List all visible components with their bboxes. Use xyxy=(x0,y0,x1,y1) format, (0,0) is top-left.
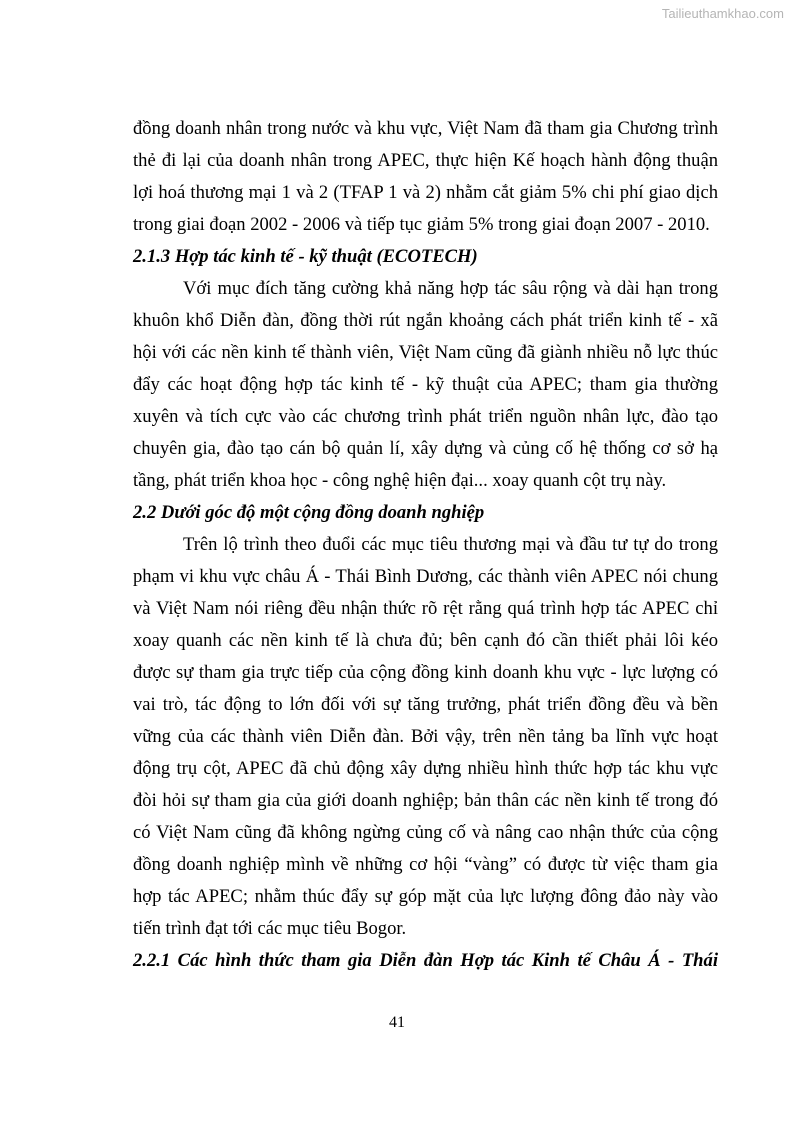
paragraph-line: vai trò, tác động to lớn đối với sự tăng trưởng, phát triển đồng đều và bền xyxy=(133,694,718,715)
paragraph-line: khuôn khổ Diễn đàn, đồng thời rút ngắn khoảng cách phát triển kinh tế - xã xyxy=(133,310,718,331)
paragraph-line: tầng, phát triển khoa học - công nghệ hiện đại... xoay quanh cột trụ này. xyxy=(133,470,667,491)
paragraph-line: đồng doanh nghiệp mình về những cơ hội “vàng” có được từ việc tham gia xyxy=(133,854,718,875)
paragraph-line: phạm vi khu vực châu Á - Thái Bình Dương, các thành viên APEC nói chung xyxy=(133,566,718,587)
paragraph-line: động trụ cột, APEC đã chủ động xây dựng nhiều hình thức hợp tác khu vực xyxy=(133,758,718,779)
paragraph-line: Trên lộ trình theo đuổi các mục tiêu thương mại và đầu tư tự do trong xyxy=(183,534,718,555)
section-heading: 2.1.3 Hợp tác kinh tế - kỹ thuật (ECOTECH) xyxy=(133,246,478,267)
paragraph-line: xoay quanh các nền kinh tế là chưa đủ; bên cạnh đó cần thiết phải lôi kéo xyxy=(133,630,718,651)
paragraph-line: vững của các thành viên Diễn đàn. Bởi vậy, trên nền tảng ba lĩnh vực hoạt xyxy=(133,726,718,747)
paragraph-line: xuyên và tích cực vào các chương trình phát triển nguồn nhân lực, đào tạo xyxy=(133,406,718,427)
paragraph-line: đòi hỏi sự tham gia của giới doanh nghiệp; bản thân các nền kinh tế trong đó xyxy=(133,790,718,811)
section-heading: 2.2 Dưới góc độ một cộng đồng doanh nghiệp xyxy=(133,502,485,523)
paragraph-line: đồng doanh nhân trong nước và khu vực, Việt Nam đã tham gia Chương trình xyxy=(133,118,718,139)
paragraph-line: có Việt Nam cũng đã không ngừng củng cố và nâng cao nhận thức của cộng xyxy=(133,822,718,843)
paragraph-line: hội với các nền kinh tế thành viên, Việt Nam cũng đã giành nhiều nỗ lực thúc xyxy=(133,342,718,363)
paragraph-line: hợp tác APEC; nhằm thúc đẩy sự góp mặt của lực lượng đông đảo này vào xyxy=(133,886,718,907)
paragraph-line: tiến trình đạt tới các mục tiêu Bogor. xyxy=(133,918,407,939)
watermark: Tailieuthamkhao.com xyxy=(661,6,784,21)
section-heading: 2.2.1 Các hình thức tham gia Diễn đàn Hợp tác Kinh tế Châu Á - Thái xyxy=(133,950,718,971)
paragraph-line: chuyên gia, đào tạo cán bộ quản lí, xây dựng và củng cố hệ thống cơ sở hạ xyxy=(133,438,718,459)
paragraph-line: thẻ đi lại của doanh nhân trong APEC, thực hiện Kế hoạch hành động thuận xyxy=(133,150,718,171)
paragraph-line: lợi hoá thương mại 1 và 2 (TFAP 1 và 2) nhằm cắt giảm 5% chi phí giao dịch xyxy=(133,182,718,203)
paragraph-line: Với mục đích tăng cường khả năng hợp tác sâu rộng và dài hạn trong xyxy=(183,278,718,299)
paragraph-line: được sự tham gia trực tiếp của cộng đồng kinh doanh khu vực - lực lượng có xyxy=(133,662,718,683)
paragraph-line: trong giai đoạn 2002 - 2006 và tiếp tục giảm 5% trong giai đoạn 2007 - 2010. xyxy=(133,214,710,235)
document-body xyxy=(133,113,718,977)
paragraph-line: đẩy các hoạt động hợp tác kinh tế - kỹ thuật của APEC; tham gia thường xyxy=(133,374,718,395)
paragraph-line: và Việt Nam nói riêng đều nhận thức rõ rệt rằng quá trình hợp tác APEC chỉ xyxy=(133,598,718,619)
page-number: 41 xyxy=(389,1014,405,1031)
